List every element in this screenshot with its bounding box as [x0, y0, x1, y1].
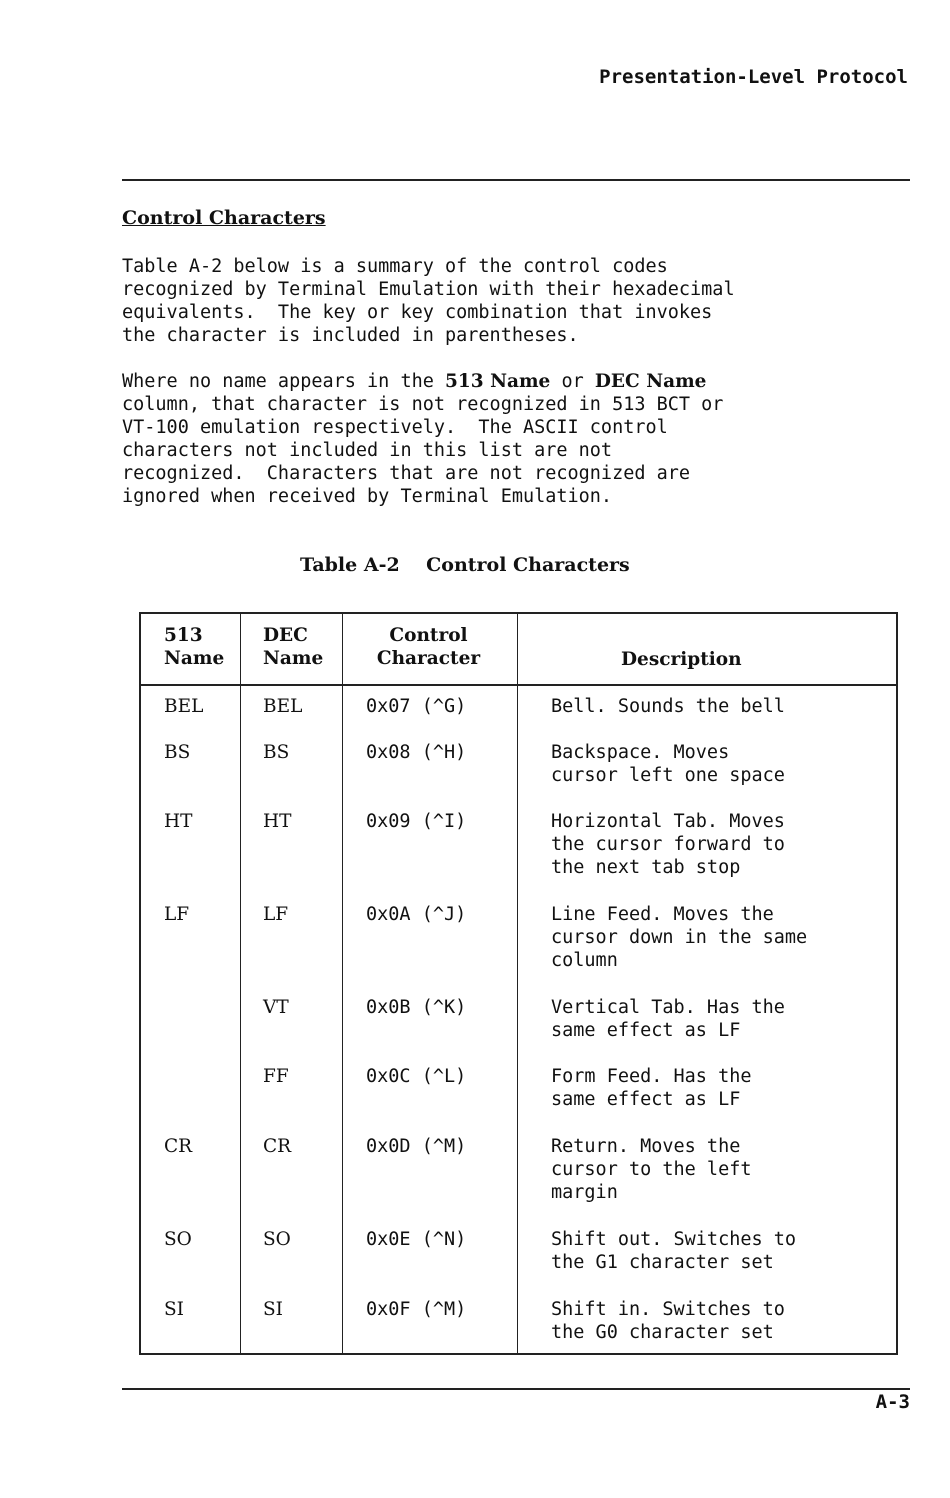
- note-text-2: or: [550, 371, 595, 392]
- note-bold-dec-name: DEC Name: [594, 371, 707, 392]
- cell-513-name: SI: [164, 1299, 184, 1320]
- cell-dec-name: VT: [263, 997, 289, 1018]
- cell-dec-name: BEL: [263, 696, 303, 717]
- cell-description: Shift in. Switches to the G0 character set: [551, 1299, 785, 1343]
- page-number: A-3: [875, 1391, 910, 1413]
- table-caption: Table A-2 Control Characters: [300, 554, 630, 576]
- note-paragraph: [122, 370, 922, 508]
- note-bold-513-name: 513 Name: [445, 371, 551, 392]
- cell-513-name: HT: [164, 811, 193, 832]
- cell-description: Vertical Tab. Has the same effect as LF: [551, 997, 785, 1041]
- cell-dec-name: LF: [263, 904, 289, 925]
- cell-dec-name: HT: [263, 811, 292, 832]
- cell-control-character: 0x09 (^I): [366, 811, 467, 832]
- header-control-character: Control Character: [376, 625, 481, 669]
- cell-control-character: 0x0F (^M): [366, 1299, 467, 1320]
- cell-description: Shift out. Switches to the G1 character set: [551, 1229, 797, 1273]
- note-text-3: column, that character is not recognized in 513 BCT or VT-100 emulation respectively. The ASCII control characters not included in this list are not recognized. Characters that are not recognized are ignored when received by Terminal Emulation.: [122, 394, 724, 507]
- cell-description: Horizontal Tab. Moves the cursor forward to the next tab stop: [551, 811, 785, 878]
- cell-513-name: BS: [164, 742, 191, 763]
- cell-description: Return. Moves the cursor to the left margin: [551, 1136, 752, 1203]
- control-characters-table: [139, 612, 898, 1355]
- header-row-divider: [141, 684, 896, 686]
- cell-control-character: 0x0D (^M): [366, 1136, 467, 1157]
- cell-description: Form Feed. Has the same effect as LF: [551, 1066, 752, 1110]
- cell-513-name: SO: [164, 1229, 192, 1250]
- cell-dec-name: SO: [263, 1229, 291, 1250]
- header-divider: [122, 179, 910, 181]
- cell-control-character: 0x0B (^K): [366, 997, 467, 1018]
- column-divider: [240, 614, 241, 1353]
- cell-description: Line Feed. Moves the cursor down in the same column: [551, 904, 808, 971]
- column-divider: [517, 614, 518, 1353]
- cell-control-character: 0x08 (^H): [366, 742, 467, 763]
- column-divider: [342, 614, 343, 1353]
- cell-513-name: CR: [164, 1136, 193, 1157]
- running-header: Presentation-Level Protocol: [599, 66, 908, 88]
- cell-513-name: LF: [164, 904, 190, 925]
- cell-control-character: 0x0A (^J): [366, 904, 467, 925]
- cell-513-name: BEL: [164, 696, 204, 717]
- cell-control-character: 0x07 (^G): [366, 696, 467, 717]
- cell-control-character: 0x0C (^L): [366, 1066, 467, 1087]
- note-text-1: Where no name appears in the: [122, 371, 446, 392]
- cell-dec-name: SI: [263, 1299, 283, 1320]
- cell-dec-name: BS: [263, 742, 290, 763]
- cell-dec-name: CR: [263, 1136, 292, 1157]
- footer-divider: [122, 1388, 910, 1390]
- header-513-name: 513 Name: [164, 625, 225, 669]
- cell-description: Backspace. Moves cursor left one space: [551, 742, 785, 786]
- cell-control-character: 0x0E (^N): [366, 1229, 467, 1250]
- section-title: Control Characters: [122, 207, 326, 229]
- intro-paragraph: Table A-2 below is a summary of the control codes recognized by Terminal Emulation with their hexadecimal equivalents. The key or key combination that invokes the character is included in parentheses.: [122, 256, 735, 346]
- header-dec-name: DEC Name: [263, 625, 324, 669]
- cell-dec-name: FF: [263, 1066, 289, 1087]
- header-description: Description: [621, 649, 742, 670]
- cell-description: Bell. Sounds the bell: [551, 696, 785, 717]
